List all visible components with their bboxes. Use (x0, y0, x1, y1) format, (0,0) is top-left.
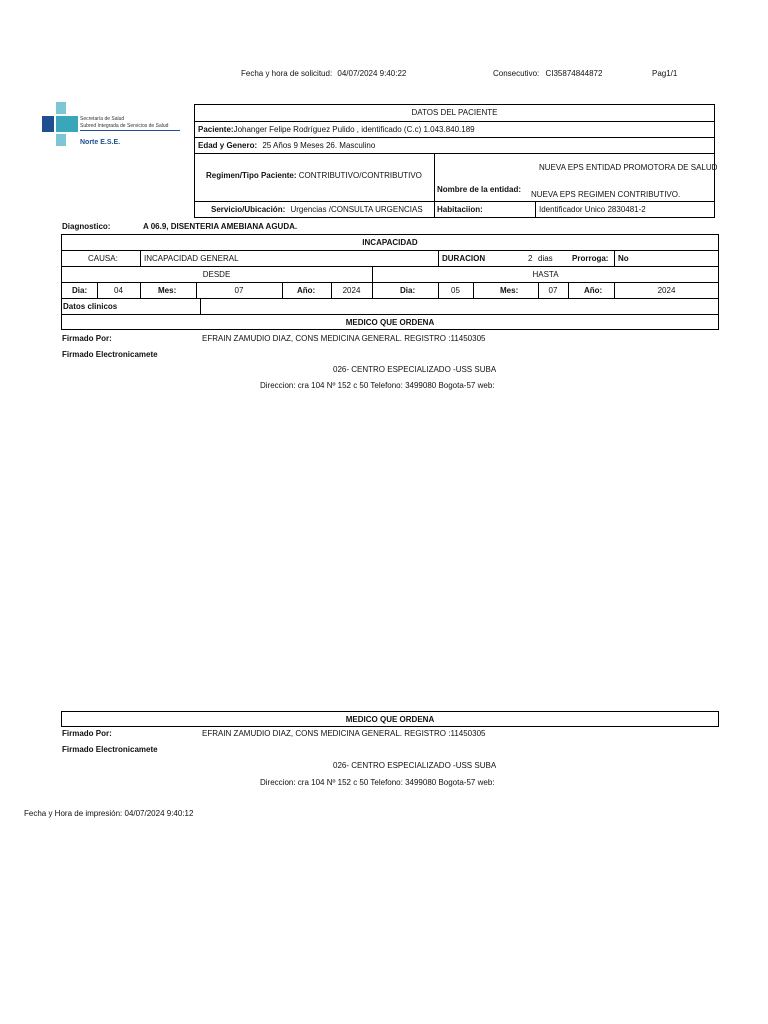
regimen-row (206, 172, 422, 180)
entidad-line1: NUEVA EPS ENTIDAD PROMOTORA DE SALUD (539, 163, 718, 172)
edad-value: 25 Años 9 Meses 26. Masculino (262, 141, 376, 150)
desde-dia-label: Dia: (72, 286, 88, 295)
diagnostico-label: Diagnostico: (62, 222, 111, 231)
firmado-value: EFRAIN ZAMUDIO DIAZ, CONS MEDICINA GENERAL. REGISTRO :11450305 (202, 334, 486, 343)
hasta-label: HASTA (532, 270, 559, 279)
fecha-label: Fecha y hora de solicitud: (241, 69, 333, 78)
servicio-label: Servicio/Ubicación: (211, 205, 286, 214)
footer-firmado-label: Firmado Por: (62, 729, 112, 738)
consecutivo-value: CI35874844872 (545, 69, 603, 78)
regimen-label: Regimen/Tipo Paciente: (206, 171, 297, 180)
servicio-row (211, 206, 423, 214)
page-number: Pag1/1 (652, 69, 678, 78)
hasta-mes: 07 (548, 286, 558, 295)
paciente-label: Paciente: (198, 125, 234, 134)
logo-line2: Subred Integrada de Servicios de Salud (80, 123, 169, 129)
edad-label: Edad y Genero: (198, 141, 258, 150)
prorroga-label: Prorroga: (572, 254, 609, 263)
duracion-label: DURACION (442, 254, 486, 263)
edad-row (198, 142, 375, 150)
desde-mes-label: Mes: (158, 286, 177, 295)
fecha-value: 04/07/2024 9:40:22 (337, 69, 407, 78)
fecha-impresion: Fecha y Hora de impresión: 04/07/2024 9:40:12 (24, 809, 194, 818)
consecutivo (493, 69, 602, 78)
footer-direccion: Direccion: cra 104 Nº 152 c 50 Telefono: 3499080 Bogota-57 web: (260, 778, 495, 787)
hasta-dia-label: Dia: (400, 286, 416, 295)
paciente-value: Johanger Felipe Rodríguez Pulido , identificado (C.c) 1.043.840.189 (233, 125, 475, 134)
logo-mark-icon (42, 102, 78, 148)
firmado-label: Firmado Por: (62, 334, 112, 343)
direccion: Direccion: cra 104 Nº 152 c 50 Telefono: 3499080 Bogota-57 web: (260, 381, 495, 390)
logo-line1: Secretaría de Salud (80, 116, 125, 122)
servicio-value: Urgencias /CONSULTA URGENCIAS (290, 205, 423, 214)
duracion-unit: dias (538, 254, 553, 263)
entidad-line2: NUEVA EPS REGIMEN CONTRIBUTIVO. (531, 190, 681, 199)
fecha-solicitud (241, 69, 406, 78)
regimen-value: CONTRIBUTIVO/CONTRIBUTIVO (298, 171, 422, 180)
hasta-ano-label: Año: (584, 286, 603, 295)
duracion-value: 2 (528, 254, 533, 263)
entidad-label: Nombre de la entidad: (437, 185, 522, 194)
footer-medico-title: MEDICO QUE ORDENA (345, 715, 435, 724)
diagnostico-value: A 06.9, DISENTERIA AMEBIANA AGUDA. (143, 222, 298, 231)
consecutivo-label: Consecutivo: (493, 69, 540, 78)
firmado-electronica: Firmado Electronicamete (62, 350, 158, 359)
incapacidad-title: INCAPACIDAD (362, 238, 418, 247)
causa-label: CAUSA: (88, 254, 118, 263)
hasta-dia: 05 (451, 286, 460, 295)
desde-mes: 07 (234, 286, 244, 295)
causa-value: INCAPACIDAD GENERAL (144, 254, 239, 263)
hasta-ano: 2024 (657, 286, 676, 295)
desde-ano-label: Año: (297, 286, 316, 295)
prorroga-value: No (618, 254, 629, 263)
paciente-row (198, 126, 475, 134)
patient-title: DATOS DEL PACIENTE (411, 108, 498, 117)
identificador: Identificador Unico 2830481-2 (539, 205, 646, 214)
logo (42, 102, 192, 152)
hasta-mes-label: Mes: (500, 286, 519, 295)
desde-ano: 2024 (342, 286, 361, 295)
datos-clinicos-label: Datos clinicos (63, 302, 118, 311)
desde-dia: 04 (114, 286, 123, 295)
footer-firmado-value: EFRAIN ZAMUDIO DIAZ, CONS MEDICINA GENERAL. REGISTRO :11450305 (202, 729, 486, 738)
desde-label: DESDE (202, 270, 231, 279)
centro: 026- CENTRO ESPECIALIZADO -USS SUBA (333, 365, 497, 374)
habitacion-label: Habitaciion: (437, 205, 483, 214)
footer-centro: 026- CENTRO ESPECIALIZADO -USS SUBA (333, 761, 497, 770)
logo-line3: Norte E.S.E. (80, 139, 121, 146)
footer-firmado-electronica: Firmado Electronicamete (62, 745, 158, 754)
medico-title: MEDICO QUE ORDENA (345, 318, 435, 327)
